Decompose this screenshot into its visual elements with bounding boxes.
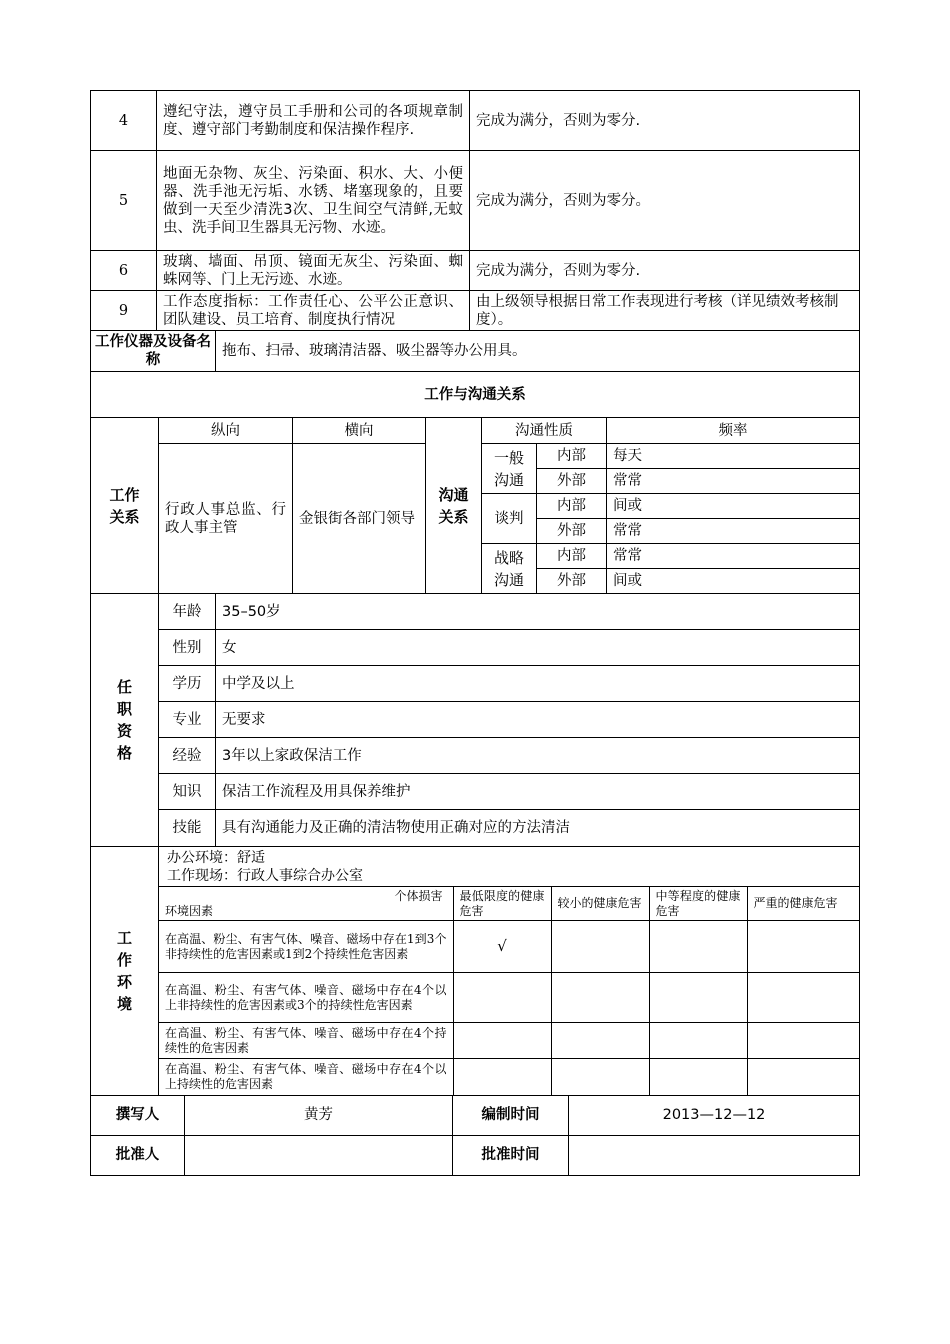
duty-standard: 由上级领导根据日常工作表现进行考核（详见绩效考核制度）。 bbox=[470, 291, 860, 331]
comm-scope: 内部 bbox=[537, 444, 607, 469]
comm-frequency: 间或 bbox=[607, 569, 860, 594]
hazard-mark: √ bbox=[453, 921, 551, 973]
section-title: 工作与沟通关系 bbox=[91, 372, 860, 418]
qualification-value: 女 bbox=[216, 630, 860, 666]
hazard-mark bbox=[551, 973, 649, 1023]
qualification-key: 年龄 bbox=[159, 594, 216, 630]
duty-content: 工作态度指标：工作责任心、公平公正意识、团队建设、员工培育、制度执行情况 bbox=[157, 291, 470, 331]
comm-type: 一般沟通 bbox=[482, 444, 537, 494]
hazard-mark bbox=[649, 1059, 747, 1095]
hazard-mark bbox=[747, 1023, 860, 1059]
environment-label: 工作环境 bbox=[91, 847, 159, 1096]
qualification-key: 知识 bbox=[159, 774, 216, 810]
comm-frequency: 常常 bbox=[607, 519, 860, 544]
hazard-mark bbox=[649, 921, 747, 973]
duty-number: 4 bbox=[91, 91, 157, 151]
hazard-mark bbox=[453, 1059, 551, 1095]
qualification-value: 35–50岁 bbox=[216, 594, 860, 630]
nature-header: 沟通性质 bbox=[482, 418, 607, 444]
approver-label: 批准人 bbox=[91, 1135, 185, 1175]
duty-content: 遵纪守法，遵守员工手册和公司的各项规章制度、遵守部门考勤制度和保洁操作程序. bbox=[157, 91, 470, 151]
comm-frequency: 常常 bbox=[607, 469, 860, 494]
approver-value bbox=[185, 1135, 453, 1175]
comm-relation-label: 沟通关系 bbox=[426, 418, 482, 594]
hazard-row bbox=[159, 921, 860, 973]
qualification-key: 学历 bbox=[159, 666, 216, 702]
comm-type: 谈判 bbox=[482, 494, 537, 544]
corner-bottom: 环境因素 bbox=[165, 904, 214, 918]
hazard-mark bbox=[551, 921, 649, 973]
vertical-value: 行政人事总监、行政人事主管 bbox=[159, 444, 293, 594]
hazard-mark bbox=[747, 921, 860, 973]
hazard-column: 中等程度的健康危害 bbox=[649, 887, 747, 921]
vertical-header: 纵向 bbox=[159, 418, 293, 444]
qualification-key: 专业 bbox=[159, 702, 216, 738]
comm-type: 战略沟通 bbox=[482, 544, 537, 594]
hazard-row bbox=[159, 1059, 860, 1095]
comm-frequency: 常常 bbox=[607, 544, 860, 569]
horizontal-header: 横向 bbox=[293, 418, 426, 444]
horizontal-value: 金银街各部门领导 bbox=[293, 444, 426, 594]
work-relation-label: 工作关系 bbox=[91, 418, 159, 594]
hazard-mark bbox=[453, 1023, 551, 1059]
duty-standard: 完成为满分，否则为零分. bbox=[470, 91, 860, 151]
hazard-column: 最低限度的健康危害 bbox=[453, 887, 551, 921]
duty-standard: 完成为满分，否则为零分. bbox=[470, 251, 860, 291]
hazard-mark bbox=[551, 1023, 649, 1059]
comm-scope: 内部 bbox=[537, 544, 607, 569]
hazard-factor: 在高温、粉尘、有害气体、噪音、磁场中存在4个以上持续性的危害因素 bbox=[159, 1059, 453, 1095]
duty-number: 5 bbox=[91, 151, 157, 251]
duty-number: 9 bbox=[91, 291, 157, 331]
duty-row bbox=[91, 291, 860, 331]
qualification-value: 保洁工作流程及用具保养维护 bbox=[216, 774, 860, 810]
approve-time-value bbox=[569, 1135, 860, 1175]
job-description-page bbox=[90, 90, 860, 1176]
environment-table bbox=[90, 846, 860, 1096]
hazard-column: 较小的健康危害 bbox=[551, 887, 649, 921]
duty-number: 6 bbox=[91, 251, 157, 291]
hazard-factor: 在高温、粉尘、有害气体、噪音、磁场中存在4个以上非持续性的危害因素或3个的持续性危害因素 bbox=[159, 973, 453, 1023]
comm-scope: 外部 bbox=[537, 569, 607, 594]
matrix-corner bbox=[159, 887, 453, 921]
hazard-mark bbox=[747, 973, 860, 1023]
qualification-key: 技能 bbox=[159, 810, 216, 847]
duties-table bbox=[90, 90, 860, 331]
qualification-value: 无要求 bbox=[216, 702, 860, 738]
approve-time-label: 批准时间 bbox=[453, 1135, 569, 1175]
equipment-table bbox=[90, 330, 860, 372]
comm-frequency: 每天 bbox=[607, 444, 860, 469]
hazard-matrix bbox=[159, 886, 860, 1095]
qualification-value: 中学及以上 bbox=[216, 666, 860, 702]
communication-table bbox=[90, 417, 860, 594]
communication-title-table bbox=[90, 371, 860, 418]
qualification-value: 具有沟通能力及正确的清洁物使用正确对应的方法清洁 bbox=[216, 810, 860, 847]
compile-time-value: 2013—12—12 bbox=[569, 1095, 860, 1135]
hazard-mark bbox=[649, 1023, 747, 1059]
hazard-factor: 在高温、粉尘、有害气体、噪音、磁场中存在1到3个非持续性的危害因素或1到2个持续性危害因素 bbox=[159, 921, 453, 973]
comm-scope: 外部 bbox=[537, 469, 607, 494]
qualification-value: 3年以上家政保洁工作 bbox=[216, 738, 860, 774]
hazard-row bbox=[159, 973, 860, 1023]
qualifications-table bbox=[90, 593, 860, 847]
hazard-row bbox=[159, 1023, 860, 1059]
equipment-value: 拖布、扫帚、玻璃清洁器、吸尘器等办公用具。 bbox=[216, 331, 860, 372]
duty-content: 玻璃、墙面、吊顶、镜面无灰尘、污染面、蜘蛛网等、门上无污迹、水迹。 bbox=[157, 251, 470, 291]
frequency-header: 频率 bbox=[607, 418, 860, 444]
hazard-mark bbox=[551, 1059, 649, 1095]
comm-scope: 外部 bbox=[537, 519, 607, 544]
duty-content: 地面无杂物、灰尘、污染面、积水、大、小便器、洗手池无污垢、水锈、堵塞现象的，且要做到一天至少清洗3次、卫生间空气清鲜,无蚊虫、洗手间卫生器具无污物、水迹。 bbox=[157, 151, 470, 251]
writer-value: 黄芳 bbox=[185, 1095, 453, 1135]
hazard-mark bbox=[453, 973, 551, 1023]
duty-row bbox=[91, 151, 860, 251]
qualifications-label: 任职资格 bbox=[91, 594, 159, 847]
site-environment: 工作现场：行政人事综合办公室 bbox=[167, 868, 363, 884]
signature-table bbox=[90, 1095, 860, 1176]
environment-content bbox=[159, 847, 860, 1096]
duty-standard: 完成为满分，否则为零分。 bbox=[470, 151, 860, 251]
comm-scope: 内部 bbox=[537, 494, 607, 519]
compile-time-label: 编制时间 bbox=[453, 1095, 569, 1135]
duty-row bbox=[91, 251, 860, 291]
hazard-mark bbox=[747, 1059, 860, 1095]
hazard-column: 严重的健康危害 bbox=[747, 887, 860, 921]
comm-frequency: 间或 bbox=[607, 494, 860, 519]
corner-top: 个体损害 bbox=[394, 889, 443, 903]
office-environment: 办公环境：舒适 bbox=[167, 850, 265, 866]
qualification-key: 经验 bbox=[159, 738, 216, 774]
writer-label: 撰写人 bbox=[91, 1095, 185, 1135]
equipment-label: 工作仪器及设备名称 bbox=[91, 331, 216, 372]
hazard-factor: 在高温、粉尘、有害气体、噪音、磁场中存在4个持续性的危害因素 bbox=[159, 1023, 453, 1059]
hazard-mark bbox=[649, 973, 747, 1023]
qualification-key: 性别 bbox=[159, 630, 216, 666]
duty-row bbox=[91, 91, 860, 151]
